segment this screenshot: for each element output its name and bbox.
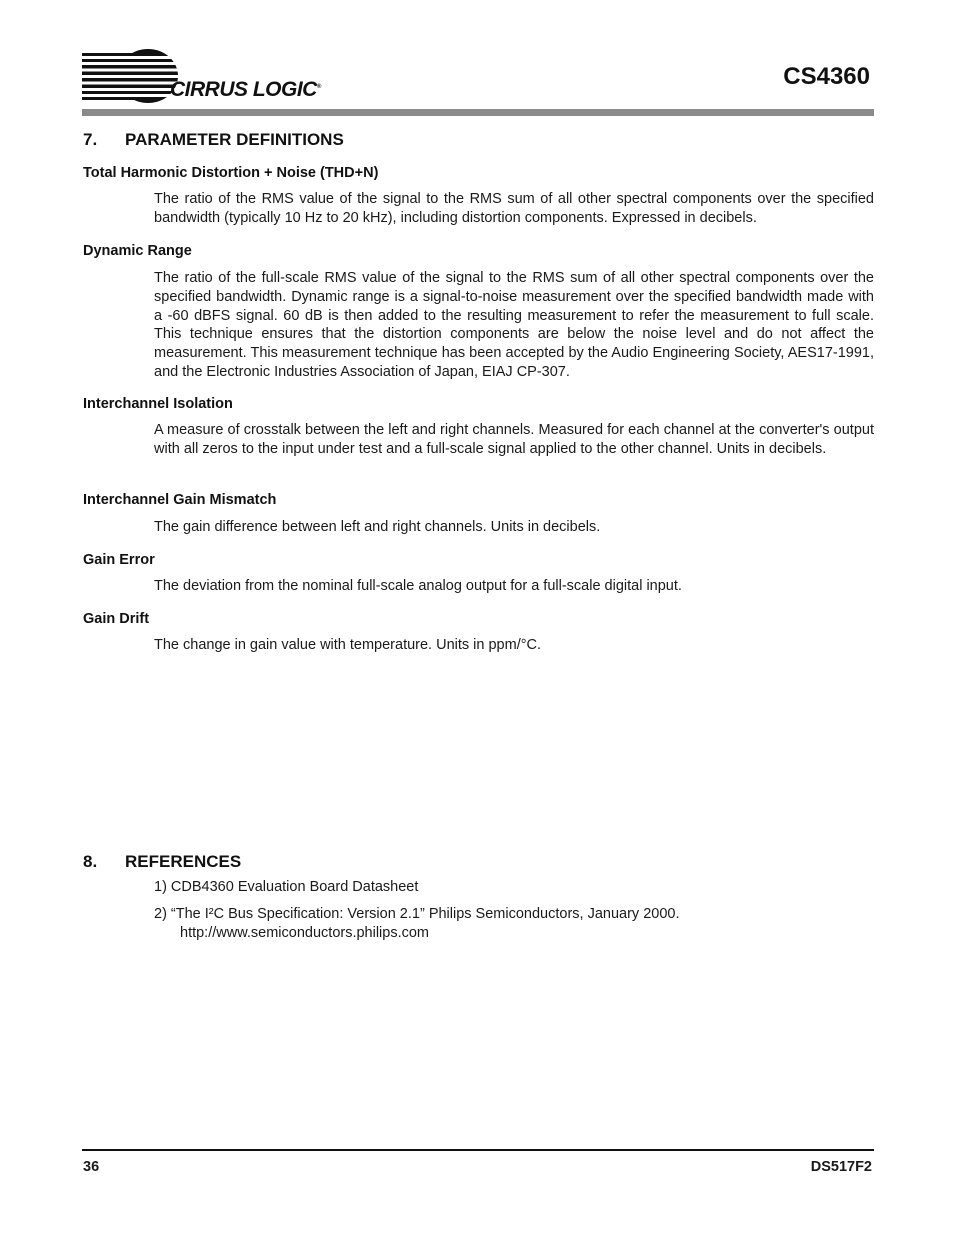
section-number: 8. bbox=[83, 852, 98, 871]
section-8-title bbox=[83, 852, 241, 872]
definition-thd-n: The ratio of the RMS value of the signal to the RMS sum of all other spectral components over the specified bandwidth (typically 10 Hz to 20 kHz), including distortion components. Expressed in decibels. bbox=[154, 191, 874, 226]
term-dynamic-range: Dynamic Range bbox=[83, 243, 192, 259]
term-gain-drift: Gain Drift bbox=[83, 611, 150, 627]
term-interchannel-isolation: Interchannel Isolation bbox=[83, 396, 233, 412]
reference-item bbox=[154, 878, 418, 897]
cirrus-logic-logo bbox=[82, 46, 342, 106]
definition-gain-error: The deviation from the nominal full-scale analog output for a full-scale digital input. bbox=[154, 578, 682, 594]
page-number: 36 bbox=[83, 1159, 100, 1175]
reference-url-link[interactable]: http://www.semiconductors.philips.com bbox=[180, 924, 430, 941]
term-interchannel-gain-mismatch: Interchannel Gain Mismatch bbox=[83, 492, 277, 508]
definition-interchannel-gain-mismatch: The gain difference between left and right channels. Units in decibels. bbox=[154, 519, 601, 535]
definition-gain-drift: The change in gain value with temperature. Units in ppm/°C. bbox=[154, 637, 542, 653]
header-divider bbox=[82, 109, 874, 116]
document-id: DS517F2 bbox=[810, 1159, 872, 1175]
page-header bbox=[82, 46, 874, 116]
definition-interchannel-isolation: A measure of crosstalk between the left and right channels. Measured for each channel at the converter's output with all zeros to the input under test and a full-scale signal applied to the other channel. Units in decibels. bbox=[154, 422, 874, 457]
section-7-title bbox=[83, 130, 344, 150]
logo-emblem-icon bbox=[82, 46, 182, 106]
term-gain-error: Gain Error bbox=[83, 552, 155, 568]
term-thd-n: Total Harmonic Distortion + Noise (THD+N) bbox=[83, 165, 379, 181]
section-title-text: REFERENCES bbox=[125, 852, 242, 871]
reference-text: 2) “The I²C Bus Specification: Version 2.1” Philips Semiconductors, January 2000. bbox=[154, 906, 680, 922]
footer-divider bbox=[82, 1149, 874, 1151]
section-title-text: PARAMETER DEFINITIONS bbox=[125, 130, 344, 149]
definition-dynamic-range: The ratio of the full-scale RMS value of the signal to the RMS sum of all other spectral components over the specified bandwidth. Dynamic range is a signal-to-noise measurement over the specified bandwidth made with a -60 dBFS signal. 60 dB is then added to the resulting measurement to refer the measurement to full scale. This technique ensures that the distortion components are below the noise level and do not affect the measurement. This measurement technique has been accepted by the Audio Engineering Society, AES17-1991, and the Electronic Industries Association of Japan, EIAJ CP-307. bbox=[154, 270, 874, 380]
reference-item bbox=[154, 905, 679, 943]
logo-wordmark: CIRRUS LOGIC® bbox=[170, 78, 321, 101]
section-number: 7. bbox=[83, 130, 98, 149]
reference-text: 1) CDB4360 Evaluation Board Datasheet bbox=[154, 879, 419, 895]
part-number: CS4360 bbox=[783, 63, 870, 90]
